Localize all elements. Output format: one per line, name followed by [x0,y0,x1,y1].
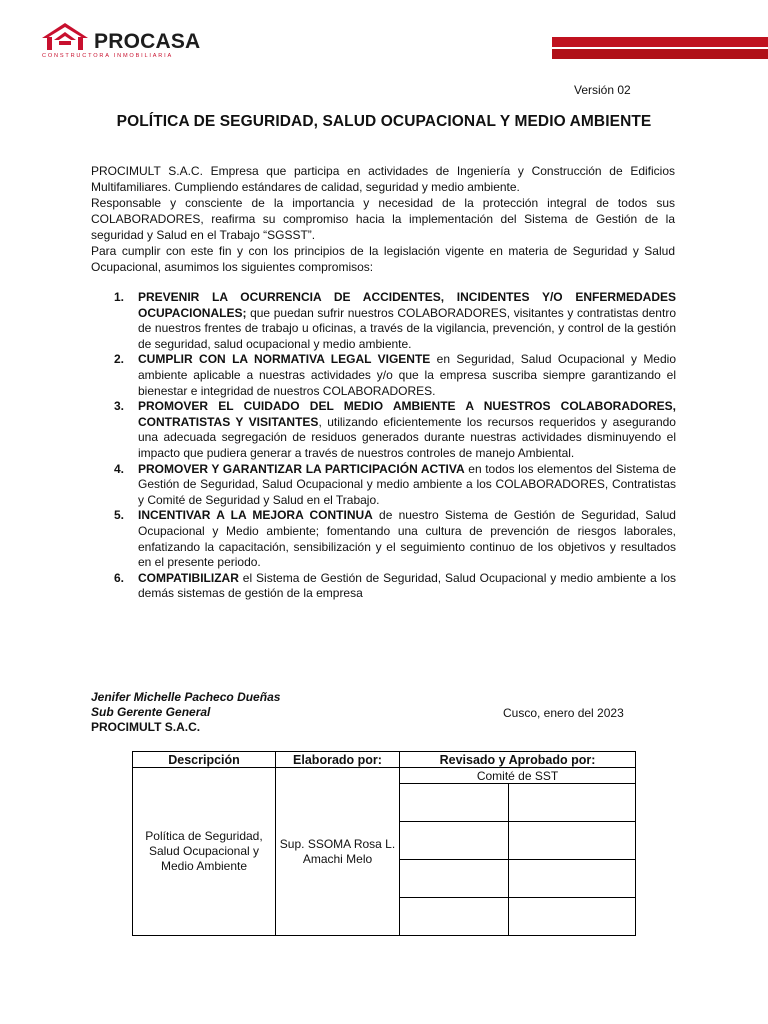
intro-section [91,163,675,275]
signature-box [509,822,636,860]
header-prepared-by: Elaborado por: [276,752,400,768]
prepared-by-text: Sup. SSOMA Rosa L. Amachi Melo [279,836,396,866]
signer-name: Jenifer Michelle Pacheco Dueñas [91,690,281,704]
commitment-number: 2. [114,352,125,367]
commitment-item [110,399,676,461]
signature-box [509,784,636,822]
commitment-title: COMPATIBILIZAR [138,570,239,585]
header-description: Descripción [133,752,276,768]
signer-role: Sub Gerente General [91,705,211,719]
intro-paragraph: Responsable y consciente de la importancia y necesidad de la protección integral de todos sus COLABORADORES, reafirma su compromiso hacia la implementación del Sistema de Gestión de la seguridad y Salud en el Trabajo “SGSST”. [91,196,675,242]
commitment-item [110,508,676,570]
commitment-title: PREVENIR LA OCURRENCIA DE ACCIDENTES, INCIDENTES Y/O ENFERMEDADES OCUPACIONALES; [138,290,676,320]
brand-tagline: CONSTRUCTORA INMOBILIARIA [42,53,173,59]
description-cell [133,768,276,936]
commitment-text: , utilizando eficientemente los recursos requeridos y asegurando una adecuada segregación de residuos generados durante nuestras actividades disminuyendo el impacto que pudiera generar a través de nuestros controles de manejo Ambiental. [138,414,676,460]
commitment-number: 1. [114,290,125,304]
document-version: Versión 02 [574,83,631,97]
commitment-number: 3. [114,399,125,414]
prepared-by-cell [276,768,400,936]
commitment-item [110,290,676,352]
commitment-item [110,462,676,509]
commitment-number: 4. [114,461,125,476]
signature-block [91,690,280,735]
commitments-list [110,290,676,602]
signature-box [400,898,509,936]
place-date: Cusco, enero del 2023 [503,706,624,720]
commitment-item [110,571,676,602]
commitment-title: CUMPLIR CON LA NORMATIVA LEGAL VIGENTE [138,352,431,367]
commitment-text: el Sistema de Gestión de Seguridad, Salud Ocupacional y medio ambiente a los demás sistemas de gestión de la empresa [138,570,676,601]
header-reviewed-approved: Revisado y Aprobado por: [400,752,636,768]
signature-box [400,822,509,860]
header-decoration-band [552,37,768,59]
commitment-text: en todos los elementos del Sistema de Gestión de Seguridad, Salud Ocupacional y medio ambiente a los COLABORADORES, Contratistas y Comité de Seguridad y Salud en el Trabajo. [138,461,676,507]
table-row [133,768,636,784]
commitment-text: que puedan sufrir nuestros COLABORADORES, visitantes y contratistas dentro de nuestros frentes de trabajo u oficinas, a través de la vigilancia, prevención, y control de la gestión de seguridad, salud ocupacional y medio ambiente. [138,305,676,351]
signature-box [509,898,636,936]
company-logo [40,18,220,64]
intro-paragraph: Para cumplir con este fin y con los principios de la legislación vigente en materia de Seguridad y Salud Ocupacional, asumimos los siguientes compromisos: [91,244,675,274]
signer-company: PROCIMULT S.A.C. [91,720,201,734]
description-text: Política de Seguridad, Salud Ocupacional y Medio Ambiente [145,829,263,873]
brand-name: PROCASA [94,30,201,53]
commitment-title: PROMOVER Y GARANTIZAR LA PARTICIPACIÓN ACTIVA [138,461,465,476]
intro-paragraph: PROCIMULT S.A.C. Empresa que participa en actividades de Ingeniería y Construcción de Edificios Multifamiliares. Cumpliendo estándares de calidad, seguridad y medio ambiente. [91,164,675,194]
commitment-title: INCENTIVAR A LA MEJORA CONTINUA [138,508,373,523]
commitment-text: de nuestro Sistema de Gestión de Seguridad, Salud Ocupacional y Medio ambiente; fomentando una cultura de prevención de riesgos laborales, enfatizando la capacitación, sensibilización y el seguimiento continuo de los objetivos y resultados en el presente periodo. [138,508,676,570]
table-header-row [133,752,636,768]
house-logo-icon [40,21,90,51]
document-title: POLÍTICA DE SEGURIDAD, SALUD OCUPACIONAL Y MEDIO AMBIENTE [116,113,652,130]
commitment-number: 5. [114,508,125,523]
signature-box [509,860,636,898]
approval-table [132,751,636,936]
signature-box [400,784,509,822]
committee-cell: Comité de SST [400,768,636,784]
commitment-item [110,352,676,399]
commitment-text: en Seguridad, Salud Ocupacional y Medio ambiente aplicable a nuestras actividades y/o que la empresa suscriba siempre garantizando el bienestar e integridad de nuestros COLABORADORES. [138,352,676,398]
signature-box [400,860,509,898]
commitment-number: 6. [114,570,125,585]
commitment-title: PROMOVER EL CUIDADO DEL MEDIO AMBIENTE A NUESTROS COLABORADORES, CONTRATISTAS Y VISITANTES [138,399,676,429]
